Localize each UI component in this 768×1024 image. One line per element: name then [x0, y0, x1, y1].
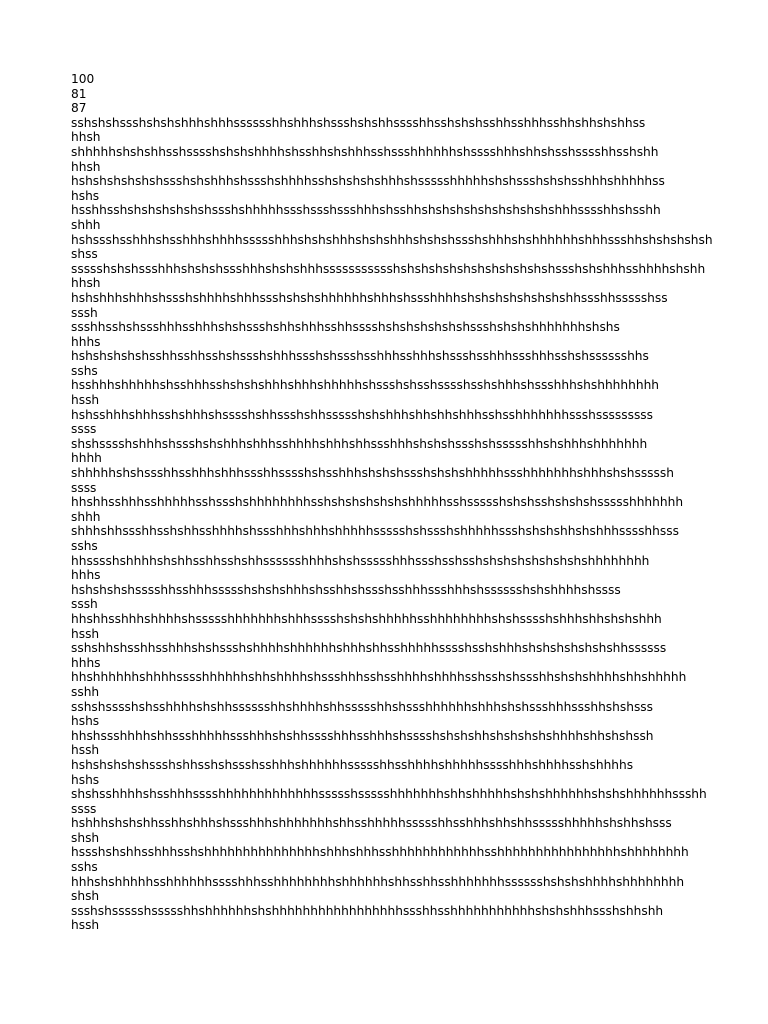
text-line: hhhs	[71, 568, 101, 583]
text-line: sshs	[71, 539, 98, 553]
text-line: sssh	[71, 597, 98, 612]
text-line: sshh	[71, 684, 100, 699]
text-line: hhshhsshhhsshhhhhsshssshshhhhhhhhsshshshshshshshhhhhsshssssshshshsshshshshssssshhhhhhh	[71, 495, 684, 510]
text-line: ssss	[71, 801, 97, 816]
text-line: hhsh	[71, 130, 101, 145]
text-line: hssh	[71, 743, 100, 758]
text-line: ssss	[71, 480, 97, 495]
text-line: sshshshssshshshshhhshhhsssssshhshhhshssshshshhsssshhsshshshsshhsshhhsshhshhshshhss	[71, 115, 646, 130]
text-line: hhshhhhhhshhhhsssshhhhhhshhshhhhshssshhhsshsshhhhshhhhsshsshshssshhshshshhhhshhshhhhh	[71, 670, 687, 685]
header-number-3: 87	[71, 101, 87, 116]
text-line: hhshhsshhhshhhhshssssshhhhhhhshhhsssshshshshhhhhsshhhhhhhhshshsssshshhhshhshshshhh	[71, 611, 662, 626]
text-line: hsshhsshshshshshshshssshshhhhhssshssshssshhhshsshhshshshshshshshshshshhhsssshhshsshh	[71, 203, 661, 218]
text-line: shhhhhshshshhsshsssshshshshhhhshsshhshshhhsshssshhhhhhshsssshhhshhshsshsssshhsshshh	[71, 144, 659, 159]
text-lines	[71, 116, 711, 933]
text-line: hssh	[71, 626, 100, 641]
text-line: sssh	[71, 305, 98, 320]
text-line: hshhhshshshhsshhshhhshssshhhshhhhhhhshhsshhhhhssssshhsshhhshhshhssssshhhhhshshhshsss	[71, 816, 672, 831]
text-line: ssssshshshssshhhshshshssshhhshshshhhssssssssssshshshshshshshshshshshshssshshshhhsshhhhshshh	[71, 261, 706, 276]
text-line: hshshshshshssshshhsshshssshsshhhshhhhhhssssshhsshhhhshhhhhsssshhhshhhhsshshhhhs	[71, 757, 634, 772]
text-line: hshs	[71, 188, 100, 203]
text-line: hssshshshhsshhhsshshhhhhhhhhhhhhhhshhhshhhsshhhhhhhhhhhhsshhhhhhhhhhhhhhhhshhhhhhhh	[71, 845, 689, 860]
text-line: shhhhhshshssshhsshhhshhhssshhsssshshsshhhshshshssshshshshhhhhssshhhhhhhshhhshshsssssh	[71, 466, 674, 481]
text-line: hhshssshhhhshhssshhhhhssshhhshshhsssshhhsshhhshsssshshshshhshshshshshhhhshhshshssh	[71, 728, 654, 743]
text-line: hhsh	[71, 159, 101, 174]
text-line: hsshhhshhhhhshsshhhsshshshshhhshhhshhhhhshssshshsshsssshsshshhhshssshhhshshhhhhhhh	[71, 378, 660, 393]
text-line: hshshshshshshssshshshhhshssshshhhhsshshshshshhhshssssshhhhhshshssshshshsshhhshhhhhss	[71, 174, 665, 189]
text-line: shhh	[71, 509, 101, 524]
text-line: shss	[71, 247, 98, 262]
text-line: hshshshshsssshhsshhhssssshshshshhhshsshhshssshsshhhssshhhshsssssshshshhhhshssss	[71, 582, 621, 597]
text-line: hshshhhshhhshssshshhhhshhhssshshshshhhhhhshhhshssshhhhshshshshshshshshhssshhssssshss	[71, 290, 668, 305]
text-line: shsh	[71, 830, 100, 845]
text-line: ssss	[71, 422, 97, 437]
text-line: hhhs	[71, 655, 101, 670]
text-line: sshs	[71, 860, 98, 875]
text-line: ssshshssssshssssshhshhhhhhshshhhhhhhhhhhhhhhhhssshhsshhhhhhhhhhhshshshhhssshshhshh	[71, 903, 664, 918]
text-line: hhsh	[71, 276, 101, 291]
text-line: hshssshsshhhshsshhhshhhhssssshhhshshshhhshshshhhshshshssshshhhshshhhhhhshhhssshhshshshshsh	[71, 232, 713, 247]
text-line: hshs	[71, 772, 100, 787]
text-line: hhhh	[71, 451, 102, 466]
text-line: hhhs	[71, 334, 101, 349]
text-line: sshshhshsshhsshhhshshssshshhhhshhhhhhshhhshhsshhhhhsssshsshshhhshshshshshshshhssssss	[71, 641, 667, 656]
text-line: hshshshshshsshhsshhsshshssshshhhssshshssshsshhhsshhhshssshsshhhssshhhsshshsssssshhs	[71, 349, 649, 364]
text-line: hhhshshhhhhsshhhhhhsssshhhsshhhhhhhhshhhhhhshhsshhsshhhhhhhsssssshshshshhhhshhhhhhhh	[71, 874, 685, 889]
document-body	[71, 72, 711, 933]
text-line: hssh	[71, 918, 100, 933]
text-line: ssshhsshshssshhhsshhhshshssshshhshhhsshhsssshshshshshshshssshshshshhhhhhhshshs	[71, 320, 620, 335]
text-line: hssh	[71, 393, 100, 408]
text-line: shshsshhhhshsshhhsssshhhhhhhhhhhhhssssshssssshhhhhhhshhshhhhhshshshhhhhhshshshhhhhhssshh	[71, 787, 707, 802]
header-number-1: 100	[71, 72, 95, 86]
text-line: sshs	[71, 363, 98, 378]
text-line: hshsshhhshhhsshshhhshsssshshhssshshhssssshshshhhshhshhshhhsshsshhhhhhhssshsssssssss	[71, 407, 654, 422]
text-line: shshsssshshhhshssshshshhhshhhsshhhhshhhshhssshhhshshshssshshssssshhshshhhshhhhhhh	[71, 436, 648, 451]
text-line: shsh	[71, 889, 100, 904]
header-number-2: 81	[71, 86, 87, 101]
text-line: shhh	[71, 217, 101, 232]
text-line: hhsssshshhhhshshhsshhsshshhsssssshhhhshshssssshhhssshsshsshshshshshshshshshhhhhhhh	[71, 553, 650, 568]
text-line: sshshsssshshsshhhhshshhsssssshhshhhhshhssssshhshssshhhhhhshhhshshssshhhssshhshshsss	[71, 699, 654, 714]
text-line: hshs	[71, 714, 100, 729]
text-line: shhhshhssshhsshshhsshhhhshssshhhshhhshhhhhssssshshssshshhhhhssshshshshhshshhhsssshhsss	[71, 524, 679, 539]
